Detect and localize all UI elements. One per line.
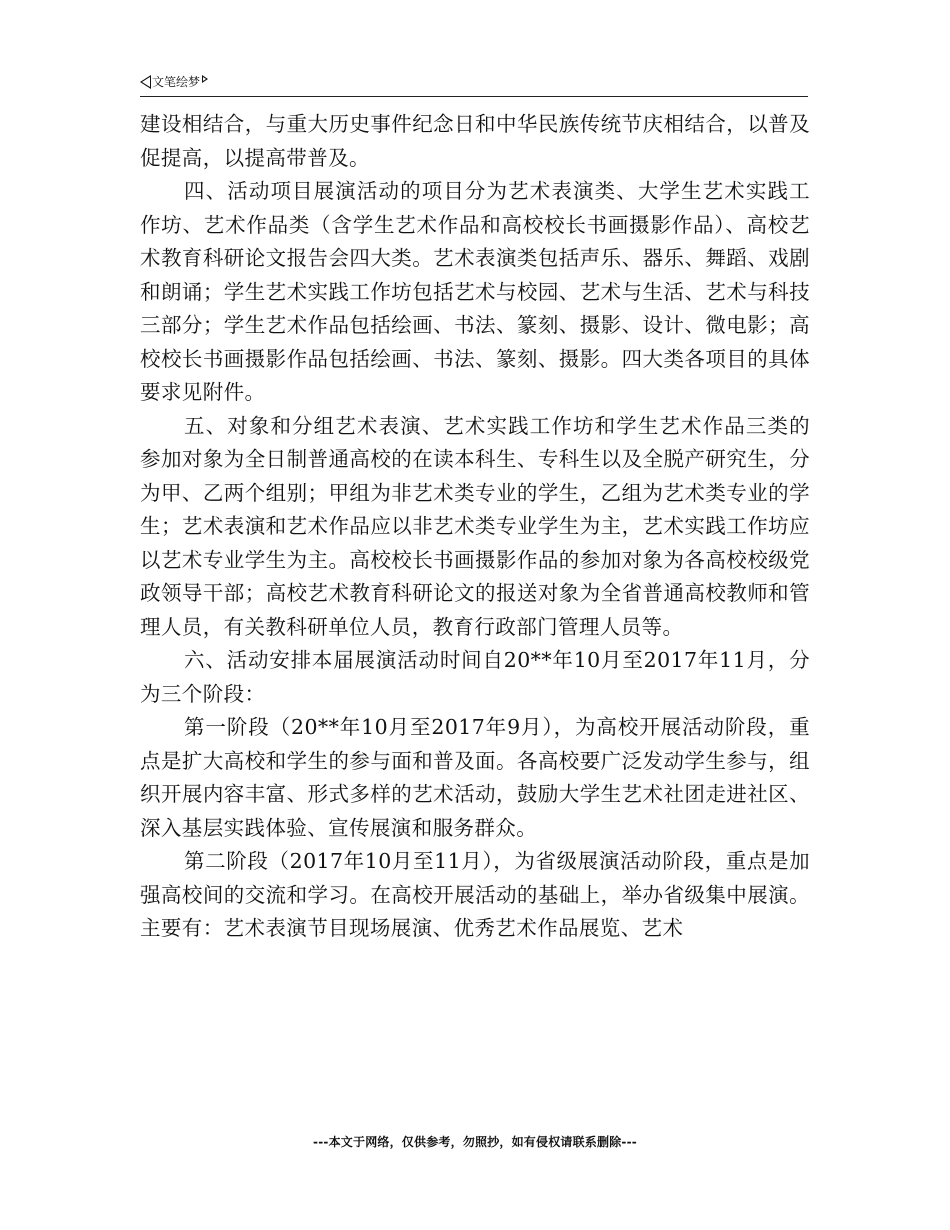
page-header: [140, 74, 808, 97]
paragraph-stage-one: 第一阶段（20**年10月至2017年9月），为高校开展活动阶段，重点是扩大高校和学生的参与面和普及面。各高校要广泛发动学生参与，组织开展内容丰富、形式多样的艺术活动，鼓励大学生艺术社团走进社区、深入基层实践体验、宣传展演和服务群众。: [140, 715, 810, 840]
left-triangle-outline-icon: [140, 75, 151, 89]
paragraph-section-five: 五、对象和分组艺术表演、艺术实践工作坊和学生艺术作品三类的参加对象为全日制普通高校的在读本科生、专科生以及全脱产研究生，分为甲、乙两个组别；甲组为非艺术类专业的学生，乙组为艺术类专业的学生；艺术表演和艺术作品应以非艺术类专业学生为主，艺术实践工作坊应以艺术专业学生为主。高校校长书画摄影作品的参加对象为各高校校级党政领导干部；高校艺术教育科研论文的报送对象为全省普通高校教师和管理人员，有关教科研单位人员，教育行政部门管理人员等。: [140, 413, 810, 639]
paragraph-section-four: 四、活动项目展演活动的项目分为艺术表演类、大学生艺术实践工作坊、艺术作品类（含学生艺术作品和高校校长书画摄影作品）、高校艺术教育科研论文报告会四大类。艺术表演类包括声乐、器乐、舞蹈、戏剧和朗诵；学生艺术实践工作坊包括艺术与校园、艺术与生活、艺术与科技三部分；学生艺术作品包括绘画、书法、篆刻、摄影、设计、微电影；高校校长书画摄影作品包括绘画、书法、篆刻、摄影。四大类各项目的具体要求见附件。: [140, 179, 810, 404]
paragraph-stage-two: 第二阶段（2017年10月至11月），为省级展演活动阶段，重点是加强高校间的交流和学习。在高校开展活动的基础上，举办省级集中展演。主要有：艺术表演节目现场展演、优秀艺术作品展览、艺术: [140, 849, 810, 940]
paragraph-continuation: 建设相结合，与重大历史事件纪念日和中华民族传统节庆相结合，以普及促提高，以提高带普及。: [140, 112, 810, 170]
page-footer-disclaimer: ---本文于网络，仅供参考，勿照抄，如有侵权请联系删除---: [313, 1135, 637, 1149]
brand-text: 文笔绘梦: [152, 75, 201, 89]
paragraph-section-six: 六、活动安排本届展演活动时间自20**年10月至2017年11月，分为三个阶段：: [140, 648, 810, 706]
brand-logo: [140, 74, 208, 90]
document-body: [140, 108, 810, 946]
right-triangle-outline-icon: [202, 75, 208, 83]
